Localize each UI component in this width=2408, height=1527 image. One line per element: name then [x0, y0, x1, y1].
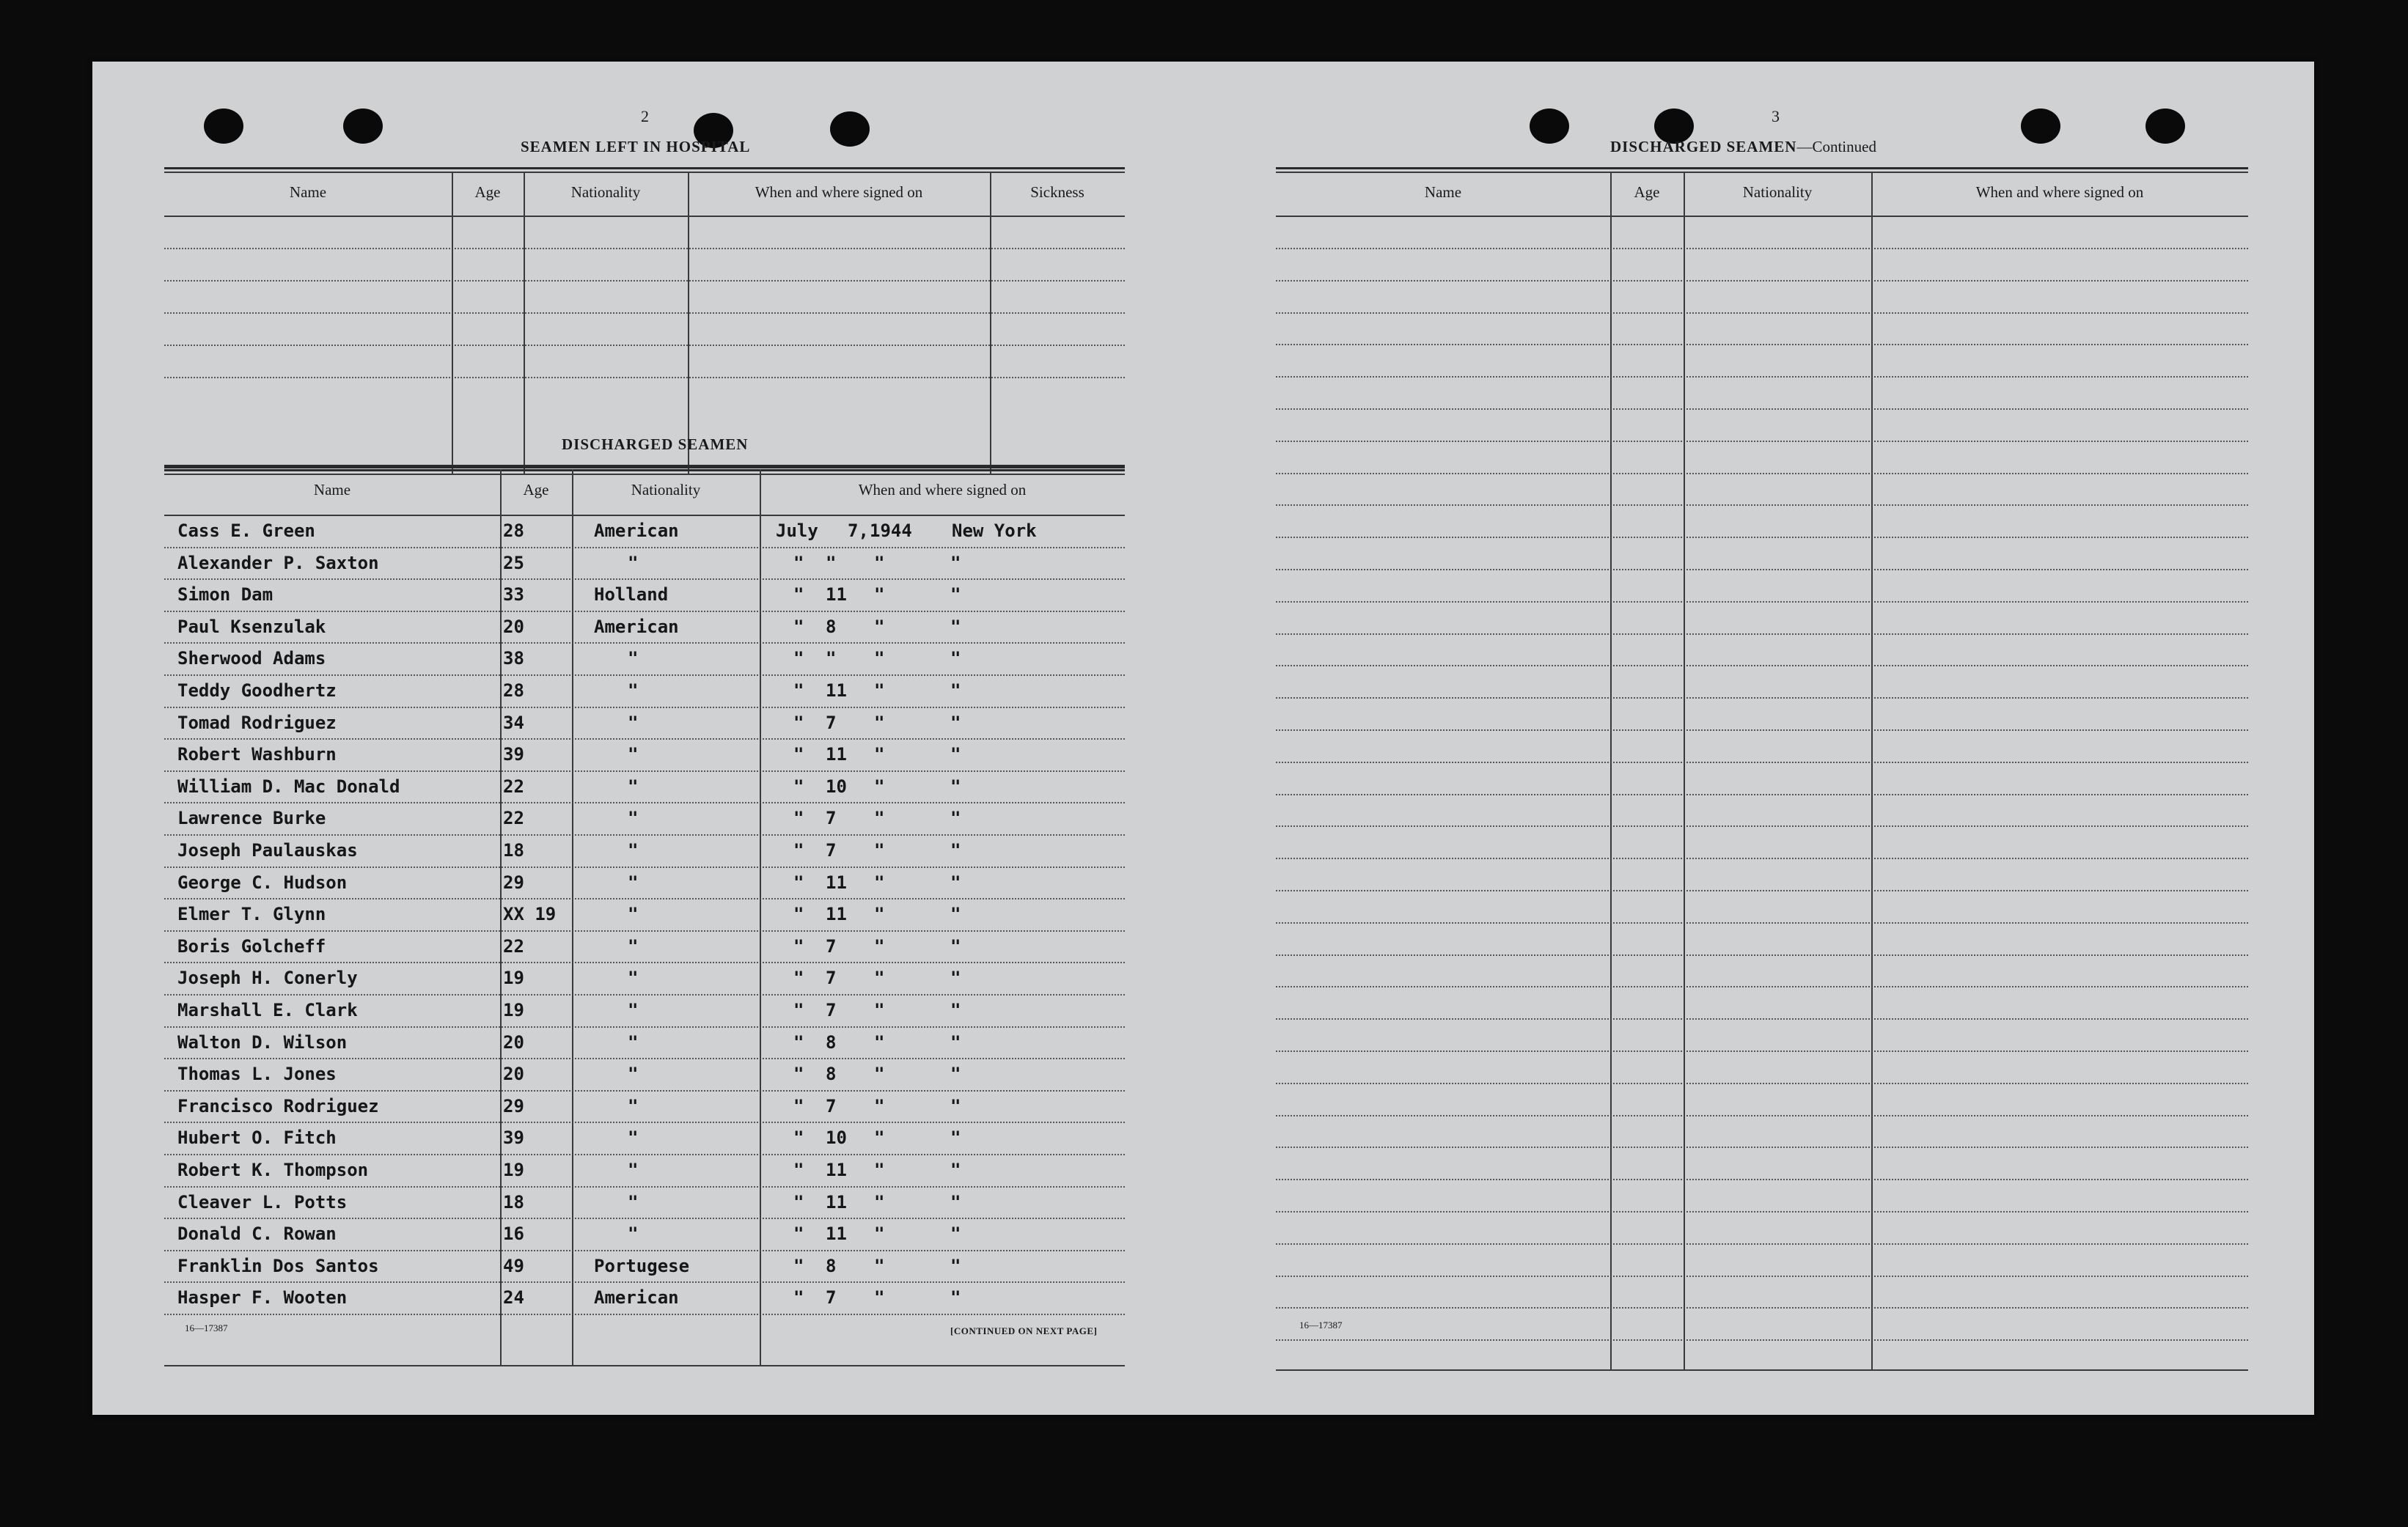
- ledger-sheet: [92, 62, 2314, 1415]
- seaman-name: Walton D. Wilson: [177, 1031, 348, 1053]
- signed-month: ": [793, 552, 804, 573]
- ruled-line: [1276, 986, 2248, 987]
- right-col-age: Age: [1634, 183, 1660, 201]
- ruled-line: [1276, 248, 2248, 249]
- seaman-age: 22: [503, 808, 524, 829]
- signed-month: ": [793, 1031, 804, 1053]
- signed-day: 11: [826, 1224, 847, 1245]
- signed-month: ": [793, 744, 804, 765]
- seaman-nationality: ": [628, 1095, 639, 1116]
- signed-place: ": [950, 872, 961, 893]
- signed-day: 10: [826, 776, 847, 797]
- ruled-line: [1276, 1211, 2248, 1213]
- signed-day: 11: [826, 904, 847, 925]
- ruled-line: [164, 898, 1125, 899]
- signed-year: ": [874, 1255, 885, 1276]
- seaman-age: 19: [503, 968, 524, 989]
- seaman-nationality: ": [628, 648, 639, 669]
- seaman-nationality: ": [628, 935, 639, 957]
- ruled-line: [164, 1218, 1125, 1219]
- seaman-age: 49: [503, 1255, 524, 1276]
- ruled-line: [1276, 1307, 2248, 1309]
- ruled-line: [1276, 1276, 2248, 1277]
- signed-day: 11: [826, 744, 847, 765]
- signed-day: 11: [826, 1160, 847, 1180]
- seaman-age: 39: [503, 1127, 524, 1149]
- seaman-nationality: ": [628, 1160, 639, 1180]
- ruled-line: [164, 834, 1125, 836]
- continued-note: [CONTINUED ON NEXT PAGE]: [950, 1325, 1098, 1336]
- signed-day: 8: [826, 616, 837, 637]
- ruled-line: [1276, 729, 2248, 731]
- ruled-line: [1276, 473, 2248, 474]
- hospital-col-age: Age: [474, 183, 501, 201]
- signed-place: ": [950, 680, 961, 701]
- ruled-line: [164, 802, 1125, 803]
- seaman-age: 24: [503, 1287, 524, 1309]
- seaman-name: Elmer T. Glynn: [177, 904, 326, 925]
- signed-month: ": [793, 1287, 804, 1309]
- signed-year: ": [874, 1287, 885, 1309]
- signed-day: 11: [826, 680, 847, 701]
- right-col-nationality: Nationality: [1742, 183, 1813, 201]
- seaman-name: Robert K. Thompson: [177, 1160, 369, 1180]
- signed-year: ": [874, 1224, 885, 1245]
- signed-day: 11: [826, 872, 847, 893]
- punch-hole: [2021, 108, 2060, 144]
- seaman-nationality: ": [628, 1031, 639, 1053]
- seaman-name: Joseph H. Conerly: [177, 968, 358, 989]
- ruled-line: [1276, 1243, 2248, 1245]
- signed-year: ": [874, 1031, 885, 1053]
- seaman-name: Cass E. Green: [177, 520, 315, 541]
- signed-day: 11: [826, 584, 847, 606]
- form-number-left: 16—17387: [185, 1322, 228, 1333]
- ruled-line: [1276, 537, 2248, 538]
- seaman-name: Simon Dam: [177, 584, 274, 606]
- ruled-line: [164, 547, 1125, 548]
- ruled-line: [164, 1090, 1125, 1092]
- signed-year: ": [874, 1191, 885, 1213]
- seaman-name: George C. Hudson: [177, 872, 348, 893]
- signed-day: 7: [826, 968, 837, 989]
- signed-place: ": [950, 968, 961, 989]
- signed-place: ": [950, 648, 961, 669]
- ruled-line: [164, 994, 1125, 996]
- ruled-line: [1276, 633, 2248, 635]
- signed-year: ": [874, 680, 885, 701]
- seaman-age: 39: [503, 744, 524, 765]
- punch-hole: [204, 108, 243, 144]
- seaman-nationality: ": [628, 1127, 639, 1149]
- ruled-line: [164, 248, 1125, 249]
- seaman-age: 22: [503, 935, 524, 957]
- seaman-nationality: ": [628, 1224, 639, 1245]
- hospital-col-nationality: Nationality: [570, 183, 641, 201]
- ruled-line: [164, 1058, 1125, 1059]
- seaman-age: 19: [503, 1160, 524, 1180]
- seaman-age: 29: [503, 872, 524, 893]
- ruled-line: [164, 738, 1125, 740]
- ruled-line: [1276, 569, 2248, 570]
- seaman-nationality: ": [628, 712, 639, 733]
- signed-place: ": [950, 1095, 961, 1116]
- signed-place: ": [950, 1064, 961, 1085]
- signed-year: ": [874, 616, 885, 637]
- seaman-nationality: American: [594, 520, 679, 541]
- ruled-line: [1276, 280, 2248, 282]
- ruled-line: [1276, 1018, 2248, 1020]
- hospital-col-name: Name: [289, 183, 327, 201]
- ruled-line: [164, 642, 1125, 644]
- signed-year: ": [874, 872, 885, 893]
- punch-hole: [1530, 108, 1569, 144]
- signed-year: ": [874, 712, 885, 733]
- ruled-line: [164, 1026, 1125, 1028]
- ruled-line: [164, 1186, 1125, 1188]
- seaman-nationality: ": [628, 872, 639, 893]
- signed-month: ": [793, 1224, 804, 1245]
- seaman-name: Francisco Rodriguez: [177, 1095, 379, 1116]
- signed-place: ": [950, 1191, 961, 1213]
- signed-place: ": [950, 1031, 961, 1053]
- ruled-line: [164, 770, 1125, 772]
- ruled-line: [164, 280, 1125, 282]
- page-number-right: 3: [1772, 107, 1780, 125]
- punch-hole: [2145, 108, 2185, 144]
- signed-month: ": [793, 1160, 804, 1180]
- hospital-section-title: SEAMEN LEFT IN HOSPITAL: [521, 138, 751, 155]
- seaman-name: Franklin Dos Santos: [177, 1255, 379, 1276]
- signed-place: ": [950, 1224, 961, 1245]
- signed-year: ": [874, 776, 885, 797]
- discharged-col-age: Age: [523, 481, 549, 498]
- signed-day: ": [826, 648, 837, 669]
- signed-year: 1944: [870, 520, 912, 541]
- punch-hole: [830, 111, 870, 147]
- seaman-age: 18: [503, 1191, 524, 1213]
- signed-month: ": [793, 1191, 804, 1213]
- signed-place: ": [950, 904, 961, 925]
- signed-day: 7: [826, 1000, 837, 1020]
- ruled-line: [1276, 601, 2248, 603]
- seaman-nationality: ": [628, 680, 639, 701]
- right-title-continued: —Continued: [1796, 138, 1876, 155]
- seaman-name: Joseph Paulauskas: [177, 840, 358, 861]
- signed-month: ": [793, 1064, 804, 1085]
- seaman-nationality: ": [628, 904, 639, 925]
- seaman-name: Paul Ksenzulak: [177, 616, 326, 637]
- signed-month: ": [793, 968, 804, 989]
- ruled-line: [1276, 890, 2248, 891]
- seaman-nationality: Holland: [594, 584, 669, 606]
- signed-year: ": [874, 935, 885, 957]
- punch-hole: [343, 108, 383, 144]
- ruled-line: [1276, 1147, 2248, 1148]
- ruled-line: [164, 1122, 1125, 1123]
- signed-place: ": [950, 776, 961, 797]
- seaman-nationality: ": [628, 968, 639, 989]
- ruled-line: [164, 930, 1125, 932]
- signed-day: 7: [826, 808, 837, 829]
- ruled-line: [164, 962, 1125, 963]
- signed-year: ": [874, 648, 885, 669]
- ruled-line: [1276, 376, 2248, 378]
- ruled-line: [1276, 344, 2248, 345]
- ruled-line: [1276, 762, 2248, 763]
- signed-place: ": [950, 808, 961, 829]
- signed-place: ": [950, 840, 961, 861]
- seaman-age: 29: [503, 1095, 524, 1116]
- signed-day: 7: [826, 840, 837, 861]
- page-number-left: 2: [641, 107, 649, 125]
- ruled-line: [1276, 825, 2248, 827]
- seaman-nationality: ": [628, 744, 639, 765]
- seaman-name: Boris Golcheff: [177, 935, 326, 957]
- ruled-line: [1276, 408, 2248, 410]
- ruled-line: [1276, 858, 2248, 859]
- seaman-age: 20: [503, 1031, 524, 1053]
- ruled-line: [1276, 1115, 2248, 1116]
- seaman-nationality: ": [628, 808, 639, 829]
- seaman-name: Teddy Goodhertz: [177, 680, 337, 701]
- ruled-line: [1276, 1083, 2248, 1084]
- seaman-nationality: American: [594, 1287, 679, 1309]
- signed-year: ": [874, 1160, 885, 1180]
- signed-month: ": [793, 1000, 804, 1020]
- seaman-age: 34: [503, 712, 524, 733]
- ruled-line: [1276, 504, 2248, 506]
- signed-day: 8: [826, 1064, 837, 1085]
- seaman-age: 20: [503, 616, 524, 637]
- right-page-title: [1610, 138, 1876, 156]
- seaman-age: 18: [503, 840, 524, 861]
- ruled-line: [1276, 922, 2248, 924]
- seaman-nationality: ": [628, 776, 639, 797]
- discharged-col-nationality: Nationality: [631, 481, 701, 498]
- signed-year: ": [874, 904, 885, 925]
- signed-day: 7: [826, 712, 837, 733]
- ruled-line: [1276, 954, 2248, 956]
- signed-place: ": [950, 1255, 961, 1276]
- signed-month: ": [793, 712, 804, 733]
- signed-day: 7: [826, 1287, 837, 1309]
- signed-month: ": [793, 1095, 804, 1116]
- ruled-line: [164, 578, 1125, 580]
- signed-year: ": [874, 968, 885, 989]
- ruled-line: [164, 1154, 1125, 1155]
- seaman-name: Tomad Rodriguez: [177, 712, 337, 733]
- ruled-line: [1276, 794, 2248, 795]
- seaman-name: Robert Washburn: [177, 744, 337, 765]
- ruled-line: [1276, 1339, 2248, 1341]
- discharged-col-signed-on: When and where signed on: [858, 481, 1027, 498]
- signed-place: ": [950, 1127, 961, 1149]
- signed-month: ": [793, 808, 804, 829]
- seaman-name: Hubert O. Fitch: [177, 1127, 337, 1149]
- signed-month: ": [793, 648, 804, 669]
- signed-place: ": [950, 935, 961, 957]
- signed-day: 11: [826, 1191, 847, 1213]
- signed-month: ": [793, 616, 804, 637]
- ruled-line: [164, 345, 1125, 346]
- ruled-line: [164, 377, 1125, 378]
- signed-month: ": [793, 680, 804, 701]
- seaman-name: Cleaver L. Potts: [177, 1191, 348, 1213]
- signed-place: ": [950, 1160, 961, 1180]
- seaman-age: 16: [503, 1224, 524, 1245]
- signed-year: ": [874, 1127, 885, 1149]
- seaman-age: 38: [503, 648, 524, 669]
- seaman-name: William D. Mac Donald: [177, 776, 400, 797]
- seaman-nationality: ": [628, 1064, 639, 1085]
- signed-month: ": [793, 776, 804, 797]
- signed-day: ": [826, 552, 837, 573]
- seaman-nationality: Portugese: [594, 1255, 690, 1276]
- signed-day: 7: [826, 1095, 837, 1116]
- ruled-line: [1276, 1179, 2248, 1180]
- signed-year: ": [874, 1000, 885, 1020]
- seaman-age: XX 19: [503, 904, 557, 925]
- ruled-line: [1276, 312, 2248, 314]
- discharged-section-title: DISCHARGED SEAMEN: [562, 435, 749, 453]
- seaman-age: 33: [503, 584, 524, 606]
- signed-month: ": [793, 904, 804, 925]
- signed-year: ": [874, 1095, 885, 1116]
- signed-month: ": [793, 840, 804, 861]
- signed-place: ": [950, 744, 961, 765]
- seaman-age: 19: [503, 1000, 524, 1020]
- signed-day: 10: [826, 1127, 847, 1149]
- seaman-nationality: American: [594, 616, 679, 637]
- seaman-name: Thomas L. Jones: [177, 1064, 337, 1085]
- ruled-line: [1276, 665, 2248, 666]
- signed-place: ": [950, 1000, 961, 1020]
- seaman-age: 28: [503, 680, 524, 701]
- signed-year: ": [874, 552, 885, 573]
- signed-year: ": [874, 808, 885, 829]
- hospital-col-sickness: Sickness: [1030, 183, 1084, 201]
- ruled-line: [164, 674, 1125, 676]
- signed-year: ": [874, 584, 885, 606]
- seaman-age: 25: [503, 552, 524, 573]
- ruled-line: [164, 1314, 1125, 1315]
- seaman-name: Sherwood Adams: [177, 648, 326, 669]
- signed-day: 7,: [848, 520, 869, 541]
- seaman-nationality: ": [628, 1000, 639, 1020]
- ruled-line: [164, 1281, 1125, 1283]
- seaman-name: Marshall E. Clark: [177, 1000, 358, 1020]
- signed-place: ": [950, 552, 961, 573]
- signed-month: ": [793, 935, 804, 957]
- signed-month: ": [793, 584, 804, 606]
- right-col-signed-on: When and where signed on: [1975, 183, 2144, 201]
- seaman-nationality: ": [628, 1191, 639, 1213]
- right-title-main: DISCHARGED SEAMEN: [1610, 138, 1797, 155]
- signed-day: 8: [826, 1031, 837, 1053]
- seaman-name: Hasper F. Wooten: [177, 1287, 348, 1309]
- ruled-line: [164, 611, 1125, 612]
- signed-place: New York: [952, 520, 1037, 541]
- signed-month: ": [793, 872, 804, 893]
- signed-place: ": [950, 712, 961, 733]
- signed-year: ": [874, 1064, 885, 1085]
- signed-month: July: [776, 520, 818, 541]
- hospital-col-signed-on: When and where signed on: [755, 183, 923, 201]
- seaman-name: Alexander P. Saxton: [177, 552, 379, 573]
- signed-month: ": [793, 1127, 804, 1149]
- ruled-line: [1276, 441, 2248, 442]
- signed-year: ": [874, 744, 885, 765]
- signed-month: ": [793, 1255, 804, 1276]
- form-number-right: 16—17387: [1299, 1320, 1343, 1331]
- signed-day: 7: [826, 935, 837, 957]
- seaman-name: Donald C. Rowan: [177, 1224, 337, 1245]
- signed-place: ": [950, 584, 961, 606]
- signed-place: ": [950, 616, 961, 637]
- ruled-line: [164, 707, 1125, 708]
- seaman-nationality: ": [628, 552, 639, 573]
- ruled-line: [164, 1250, 1125, 1251]
- ruled-line: [164, 312, 1125, 314]
- seaman-age: 20: [503, 1064, 524, 1085]
- signed-place: ": [950, 1287, 961, 1309]
- seaman-age: 28: [503, 520, 524, 541]
- right-col-name: Name: [1424, 183, 1462, 201]
- ruled-line: [164, 866, 1125, 868]
- seaman-nationality: ": [628, 840, 639, 861]
- seaman-name: Lawrence Burke: [177, 808, 326, 829]
- ruled-line: [1276, 697, 2248, 699]
- ruled-line: [1276, 1050, 2248, 1052]
- signed-day: 8: [826, 1255, 837, 1276]
- signed-year: ": [874, 840, 885, 861]
- discharged-col-name: Name: [313, 481, 351, 498]
- seaman-age: 22: [503, 776, 524, 797]
